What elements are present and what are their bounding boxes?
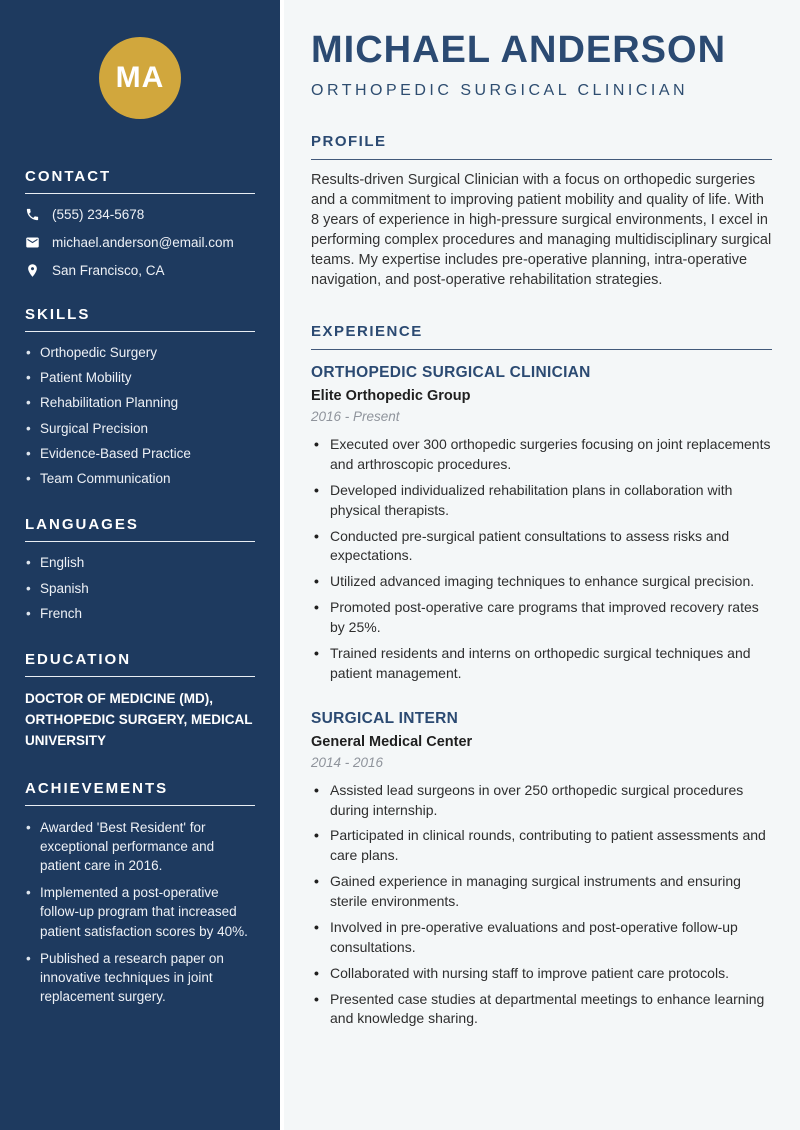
list-item: • Involved in pre-operative evaluations and post-operative follow-up consultations. [311, 918, 772, 958]
list-item: • Surgical Precision [25, 420, 255, 438]
profile-divider [311, 159, 772, 160]
contact-row-phone [25, 207, 255, 222]
list-item: • Published a research paper on innovative techniques in joint replacement surgery. [25, 949, 255, 1006]
skills-divider [25, 331, 255, 332]
list-item: • French [25, 605, 255, 623]
job-title: SURGICAL INTERN [311, 709, 459, 727]
list-item: • Spanish [25, 580, 255, 598]
education-divider [25, 676, 255, 677]
location-text: San Francisco, CA [52, 263, 165, 278]
list-item: • Orthopedic Surgery [25, 344, 255, 362]
languages-divider [25, 541, 255, 542]
phone-number: (555) 234-5678 [52, 207, 145, 222]
achievements-list [25, 818, 255, 1006]
list-item: • Awarded 'Best Resident' for exceptional performance and patient care in 2016. [25, 818, 255, 875]
list-item: • Utilized advanced imaging techniques to enhance surgical precision. [311, 572, 772, 592]
contact-row-email [25, 235, 255, 250]
list-item: • Implemented a post-operative follow-up program that increased patient satisfaction scores by 40%. [25, 883, 255, 940]
profile-text: Results-driven Surgical Clinician with a focus on orthopedic surgeries and a commitment to improving patient mobility and quality of life. With 8 years of experience in high-pressure surgical environments, I excel in performing complex procedures and managing multidisciplinary surgical teams. My expertise includes pre-operative planning, intra-operative navigation, and post-operative rehabilitation strategies. [311, 172, 772, 288]
education-heading: EDUCATION [25, 650, 132, 668]
languages-list [25, 554, 255, 623]
languages-heading: LANGUAGES [25, 516, 139, 534]
job-bullet-list [311, 435, 772, 684]
sidebar [0, 0, 280, 1130]
profile-heading: PROFILE [311, 133, 387, 150]
job-entry [311, 710, 772, 1030]
job-bullet-list [311, 781, 772, 1030]
list-item: • Developed individualized rehabilitation plans in collaboration with physical therapists. [311, 481, 772, 521]
list-item: • Participated in clinical rounds, contributing to patient assessments and care plans. [311, 826, 772, 866]
company-name: General Medical Center [311, 733, 473, 750]
date-range: 2014 - 2016 [311, 754, 384, 770]
avatar [99, 37, 181, 119]
main-content [280, 0, 800, 1130]
profile-section [311, 133, 772, 290]
list-item: • English [25, 554, 255, 572]
envelope-icon [25, 235, 40, 250]
skills-list [25, 344, 255, 488]
skills-section [25, 306, 255, 488]
contact-row-location [25, 263, 255, 278]
date-range: 2016 - Present [311, 409, 400, 424]
page-title: MICHAEL ANDERSON [311, 29, 727, 71]
list-item: • Collaborated with nursing staff to improve patient care protocols. [311, 964, 772, 984]
company-name: Elite Orthopedic Group [311, 388, 471, 404]
list-item: • Team Communication [25, 470, 255, 488]
degree-text: DOCTOR OF MEDICINE (MD), ORTHOPEDIC SURGERY, MEDICAL UNIVERSITY [25, 690, 253, 748]
list-item: • Gained experience in managing surgical instruments and ensuring sterile environments. [311, 872, 772, 912]
experience-section [311, 323, 772, 1029]
job-title: ORTHOPEDIC SURGICAL CLINICIAN [311, 364, 591, 381]
avatar-initials: MA [115, 61, 165, 94]
list-item: • Rehabilitation Planning [25, 394, 255, 412]
list-item: • Promoted post-operative care programs that improved recovery rates by 25%. [311, 598, 772, 638]
achievements-divider [25, 805, 255, 806]
phone-icon [25, 207, 40, 222]
location-pin-icon [25, 263, 40, 278]
contact-divider [25, 193, 255, 194]
achievements-heading: ACHIEVEMENTS [25, 779, 169, 797]
job-entry [311, 364, 772, 684]
list-item: • Assisted lead surgeons in over 250 orthopedic surgical procedures during internship. [311, 781, 772, 821]
list-item: • Executed over 300 orthopedic surgeries focusing on joint replacements and arthroscopic procedures. [311, 435, 772, 475]
list-item: • Presented case studies at departmental meetings to enhance learning and knowledge sharing. [311, 990, 772, 1030]
list-item: • Conducted pre-surgical patient consultations to assess risks and expectations. [311, 527, 772, 567]
email-address: michael.anderson@email.com [52, 235, 234, 250]
contact-heading: CONTACT [25, 168, 112, 185]
education-section [25, 651, 255, 752]
contact-section [25, 168, 255, 278]
list-item: • Trained residents and interns on orthopedic surgical techniques and patient management. [311, 644, 772, 684]
list-item: • Evidence-Based Practice [25, 445, 255, 463]
list-item: • Patient Mobility [25, 369, 255, 387]
skills-heading: SKILLS [25, 306, 91, 323]
experience-heading: EXPERIENCE [311, 323, 423, 340]
job-title-subtitle: ORTHOPEDIC SURGICAL CLINICIAN [311, 82, 689, 99]
experience-divider [311, 349, 772, 350]
languages-section [25, 516, 255, 623]
achievements-section [25, 780, 255, 1006]
